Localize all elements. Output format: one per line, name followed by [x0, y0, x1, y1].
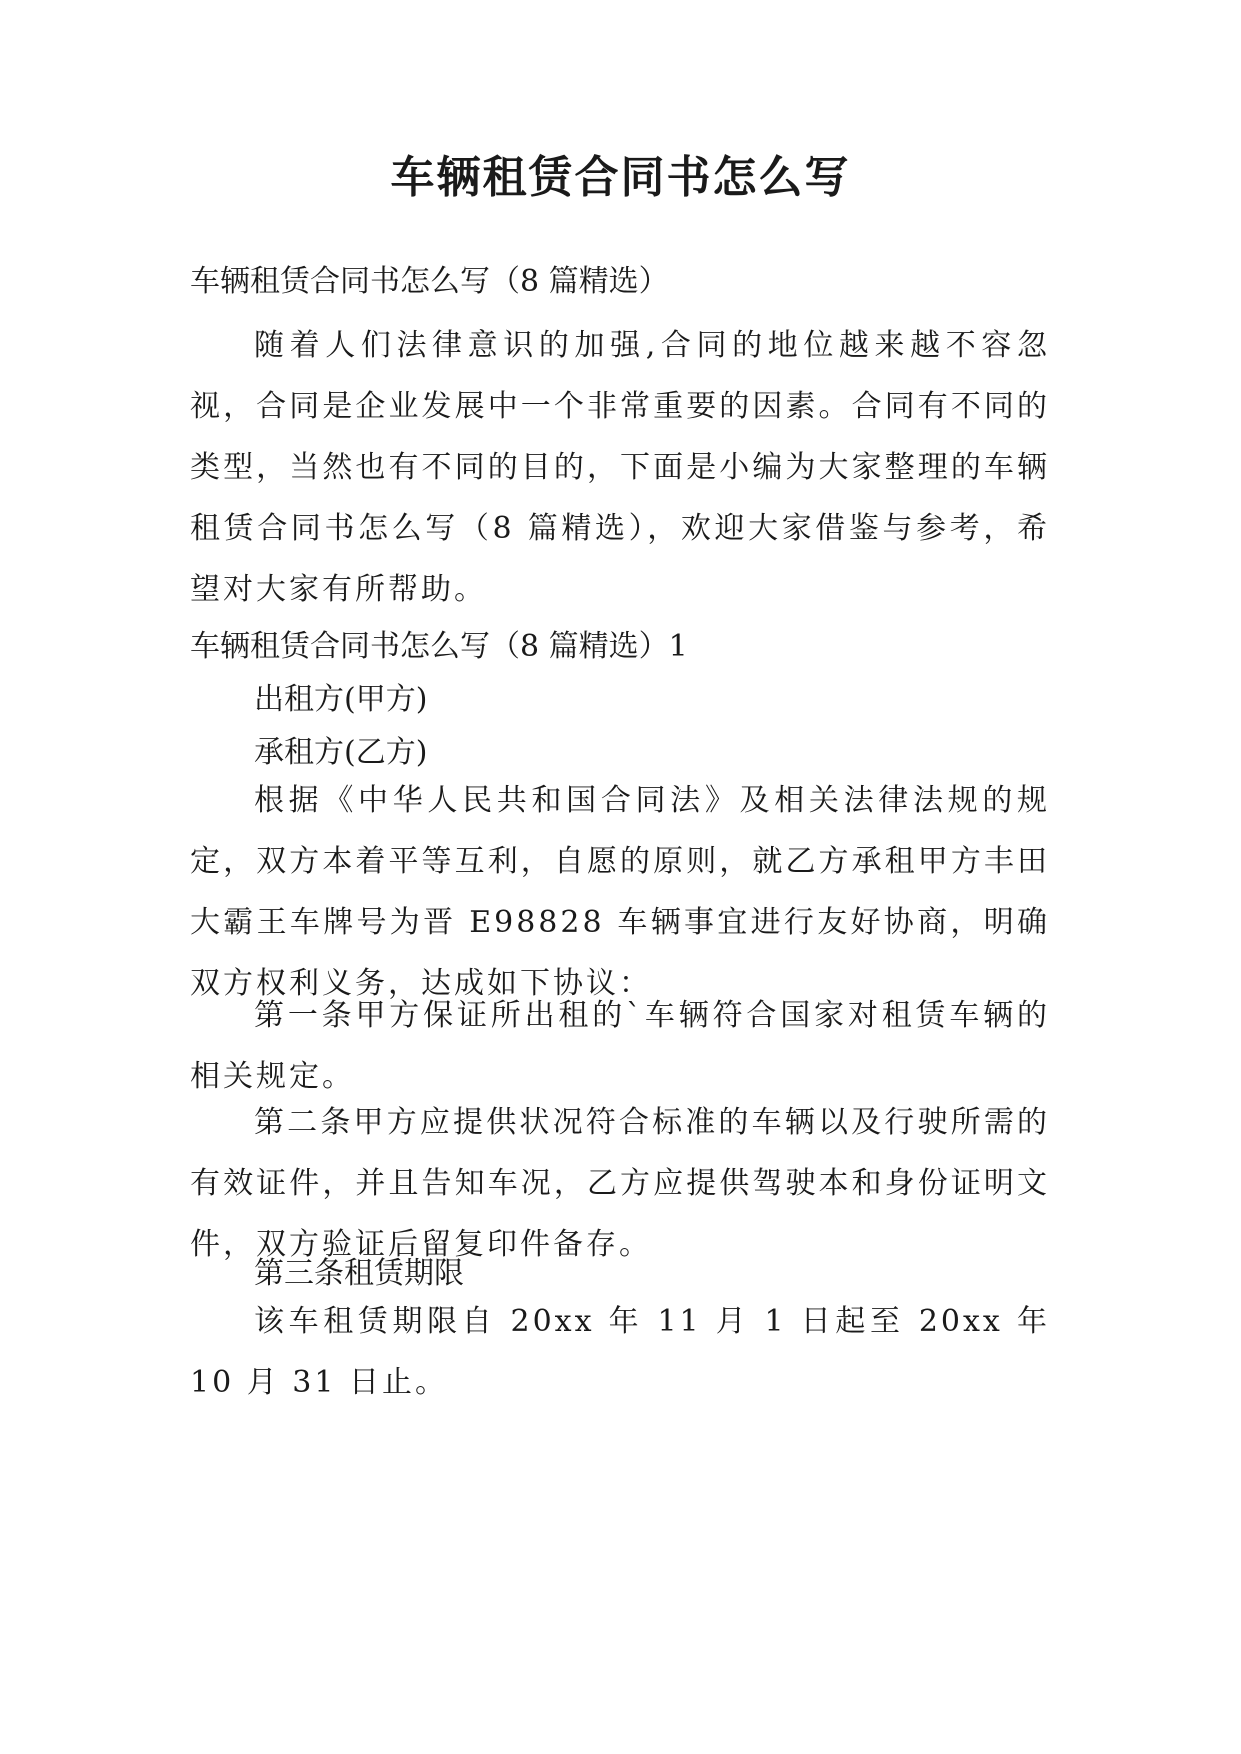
- preamble-paragraph: 根据《中华人民共和国合同法》及相关法律法规的规定，双方本着平等互利，自愿的原则，就乙方承租甲方丰田大霸王车牌号为晋 E98828 车辆事宜进行友好协商，明确双方权利义务，达成如下协议：: [190, 783, 1050, 1001]
- document-title: 车辆租赁合同书怎么写: [390, 152, 851, 203]
- party-b-line: 承租方(乙方): [254, 735, 428, 770]
- section-heading: 车辆租赁合同书怎么写（8 篇精选）1: [190, 629, 688, 664]
- party-a-line: 出租方(甲方): [254, 682, 428, 717]
- intro-paragraph: 随着人们法律意识的加强,合同的地位越来越不容忽视，合同是企业发展中一个非常重要的因素。合同有不同的类型，当然也有不同的目的，下面是小编为大家整理的车辆租赁合同书怎么写（8 篇精选），欢迎大家借鉴与参考，希望对大家有所帮助。: [190, 328, 1050, 607]
- document-subtitle: 车辆租赁合同书怎么写（8 篇精选）: [190, 264, 669, 299]
- article-1-paragraph: 第一条甲方保证所出租的`车辆符合国家对租赁车辆的相关规定。: [190, 998, 1050, 1094]
- article-2-paragraph: 第二条甲方应提供状况符合标准的车辆以及行驶所需的有效证件，并且告知车况，乙方应提供驾驶本和身份证明文件，双方验证后留复印件备存。: [190, 1105, 1050, 1262]
- article-3-paragraph: 该车租赁期限自 20xx 年 11 月 1 日起至 20xx 年 10 月 31 日止。: [190, 1304, 1050, 1400]
- article-3-heading: 第三条租赁期限: [254, 1256, 464, 1291]
